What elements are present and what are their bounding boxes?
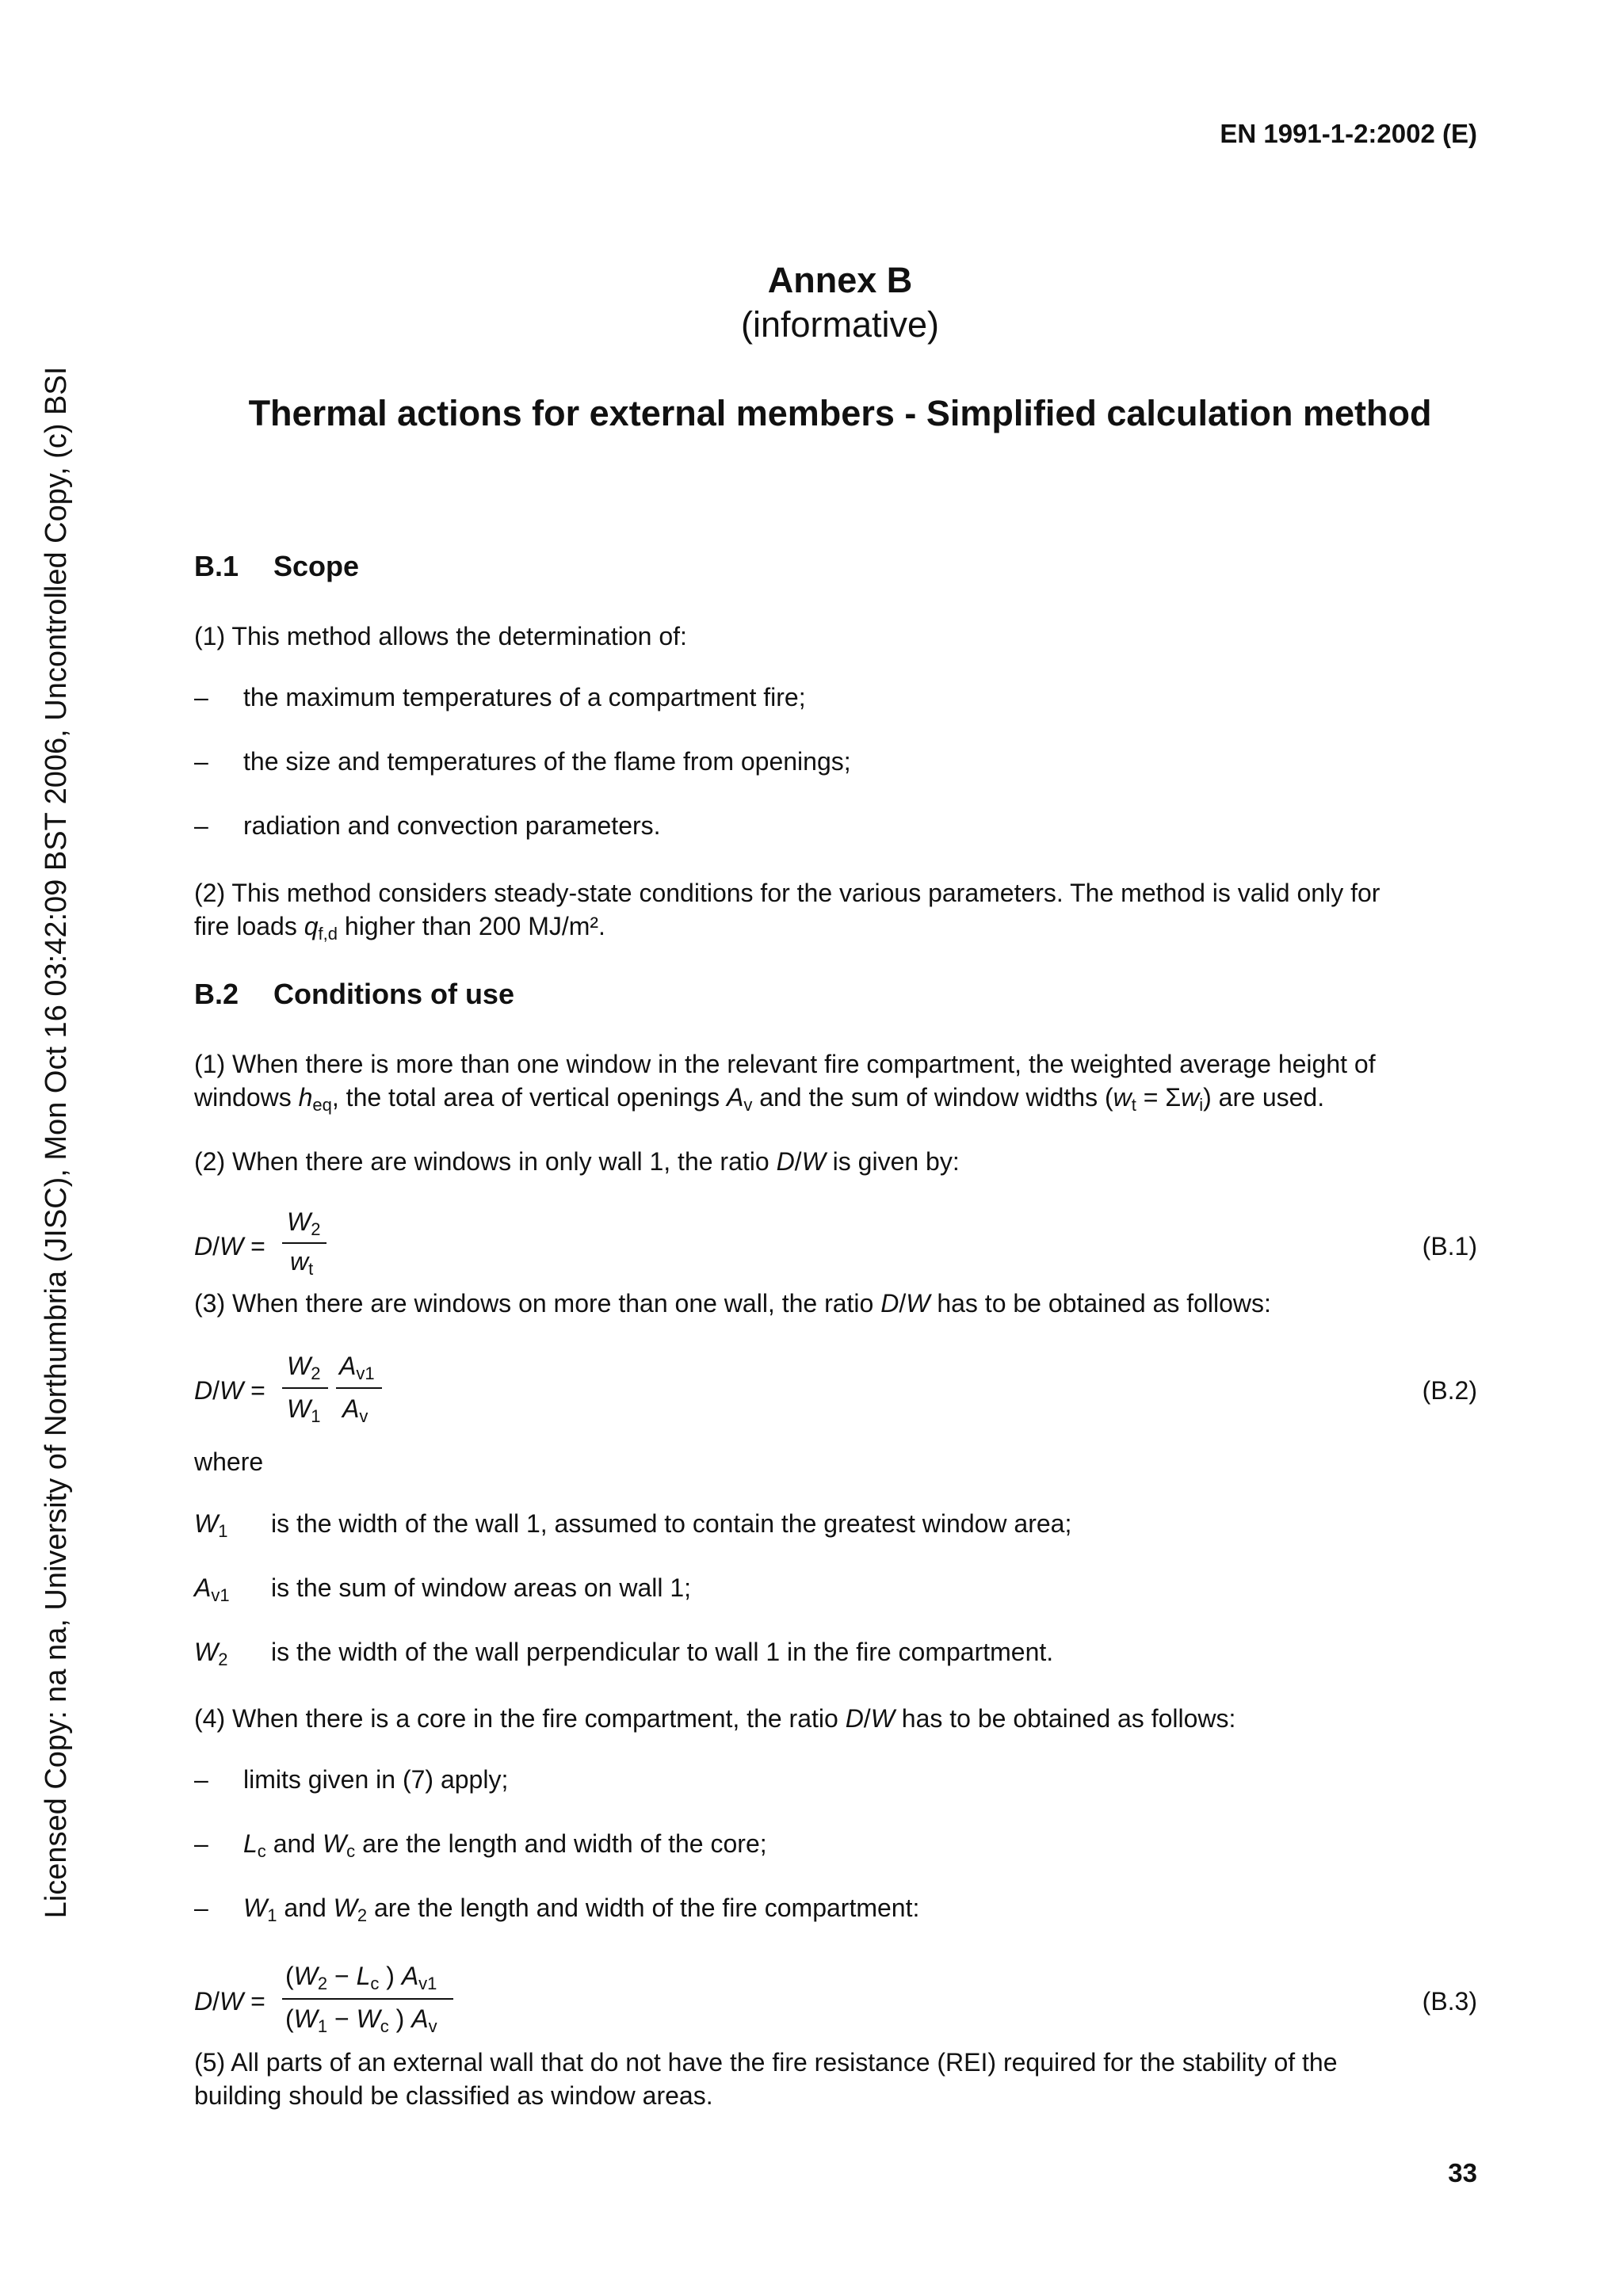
text-line: fire loads $q_{f,d}$ higher than 200 MJ/m². bbox=[194, 912, 605, 944]
list-item: $L_c$ and $W_c$ are the length and width of the core; bbox=[243, 1829, 767, 1861]
definition-text: is the width of the wall 1, assumed to contain the greatest window area; bbox=[271, 1509, 1072, 1538]
b2-paragraph-4: (4) When there is a core in the fire compartment, the ratio D/W has to be obtained as follows: bbox=[194, 1704, 1236, 1733]
equation-b2-denominator-2: $A_v$ bbox=[342, 1394, 369, 1426]
section-number: B.2 bbox=[194, 978, 239, 1010]
b2-paragraph-1 bbox=[194, 1047, 1478, 1122]
definition-text: is the width of the wall perpendicular to wall 1 in the fire compartment. bbox=[271, 1638, 1054, 1666]
equation-b1-denominator: $w_t$ bbox=[290, 1247, 314, 1279]
definition-symbol: $A_{v1}$ bbox=[194, 1573, 230, 1605]
b2-paragraph-3: (3) When there are windows on more than one wall, the ratio D/W has to be obtained as follows: bbox=[194, 1289, 1271, 1318]
text-line: (5) All parts of an external wall that do not have the fire resistance (REI) required for the stability of the bbox=[194, 2048, 1338, 2077]
fraction-line bbox=[282, 1242, 327, 1244]
standard-reference: EN 1991-1-2:2002 (E) bbox=[1220, 119, 1477, 148]
text-line: building should be classified as window areas. bbox=[194, 2081, 713, 2110]
list-dash: – bbox=[194, 1765, 208, 1794]
list-item: limits given in (7) apply; bbox=[243, 1765, 509, 1794]
equation-b2-label: (B.2) bbox=[1422, 1376, 1477, 1405]
where-label: where bbox=[194, 1447, 264, 1476]
section-b2-heading bbox=[194, 978, 514, 1011]
list-dash: – bbox=[194, 683, 208, 711]
equation-b1-numerator: $W_2$ bbox=[287, 1207, 321, 1239]
definition-text: is the sum of window areas on wall 1; bbox=[271, 1573, 692, 1602]
definition-symbol: $W_1$ bbox=[194, 1509, 228, 1541]
equation-b3-numerator: ($W_2 - L_c$ ) $A_{v1}$ bbox=[285, 1962, 437, 1993]
equation-b1-lhs: D/W = bbox=[194, 1232, 265, 1261]
annex-heading: Thermal actions for external members - Simplified calculation method bbox=[248, 393, 1432, 433]
license-watermark: Licensed Copy: na na, University of Northumbria (JISC), Mon Oct 16 03:42:09 BST 2006, Uncontrolled Copy, (c) BSI bbox=[40, 366, 73, 1919]
list-item: radiation and convection parameters. bbox=[243, 811, 661, 840]
b1-paragraph-1: (1) This method allows the determination of: bbox=[194, 622, 687, 650]
annex-title: Annex B bbox=[767, 260, 913, 300]
equation-b3-denominator: ($W_1 - W_c$ ) $A_v$ bbox=[285, 2004, 437, 2036]
list-item: the size and temperatures of the flame from openings; bbox=[243, 747, 851, 776]
b1-paragraph-2 bbox=[194, 876, 1478, 951]
definition-symbol: $W_2$ bbox=[194, 1638, 228, 1669]
list-dash: – bbox=[194, 1829, 208, 1858]
text-line: (2) This method considers steady-state conditions for the various parameters. The method is valid only for bbox=[194, 879, 1381, 907]
section-number: B.1 bbox=[194, 550, 239, 582]
equation-b3-lhs: D/W = bbox=[194, 1987, 265, 2016]
section-b1-heading bbox=[194, 550, 359, 583]
section-title: Conditions of use bbox=[273, 978, 514, 1010]
equation-b2-numerator-1: $W_2$ bbox=[287, 1352, 321, 1383]
list-dash: – bbox=[194, 1894, 208, 1922]
b2-paragraph-2: (2) When there are windows in only wall 1, the ratio D/W is given by: bbox=[194, 1147, 960, 1176]
text-line: (1) When there is more than one window in the relevant fire compartment, the weighted average height of bbox=[194, 1050, 1376, 1078]
text-line: windows $h_{eq}$, the total area of vertical openings $A_v$ and the sum of window widths $(w_t = \Sigma w_i)$ are used. bbox=[194, 1083, 1325, 1115]
equation-b2-lhs: D/W = bbox=[194, 1376, 265, 1405]
b2-paragraph-5 bbox=[194, 2046, 1478, 2112]
fraction-line bbox=[336, 1387, 382, 1389]
list-dash: – bbox=[194, 747, 208, 776]
section-title: Scope bbox=[273, 550, 360, 582]
annex-subtitle: (informative) bbox=[740, 304, 940, 345]
list-item: $W_1$ and $W_2$ are the length and width of the fire compartment: bbox=[243, 1894, 920, 1925]
equation-b3-label: (B.3) bbox=[1422, 1987, 1477, 2016]
list-item: the maximum temperatures of a compartment fire; bbox=[243, 683, 806, 711]
fraction-line bbox=[282, 1387, 328, 1389]
fraction-line bbox=[282, 1998, 453, 2000]
equation-b2-numerator-2: $A_{v1}$ bbox=[339, 1352, 375, 1383]
equation-b1-label: (B.1) bbox=[1422, 1232, 1477, 1261]
list-dash: – bbox=[194, 811, 208, 840]
equation-b2-denominator-1: $W_1$ bbox=[287, 1394, 321, 1426]
page-number: 33 bbox=[1448, 2158, 1477, 2187]
